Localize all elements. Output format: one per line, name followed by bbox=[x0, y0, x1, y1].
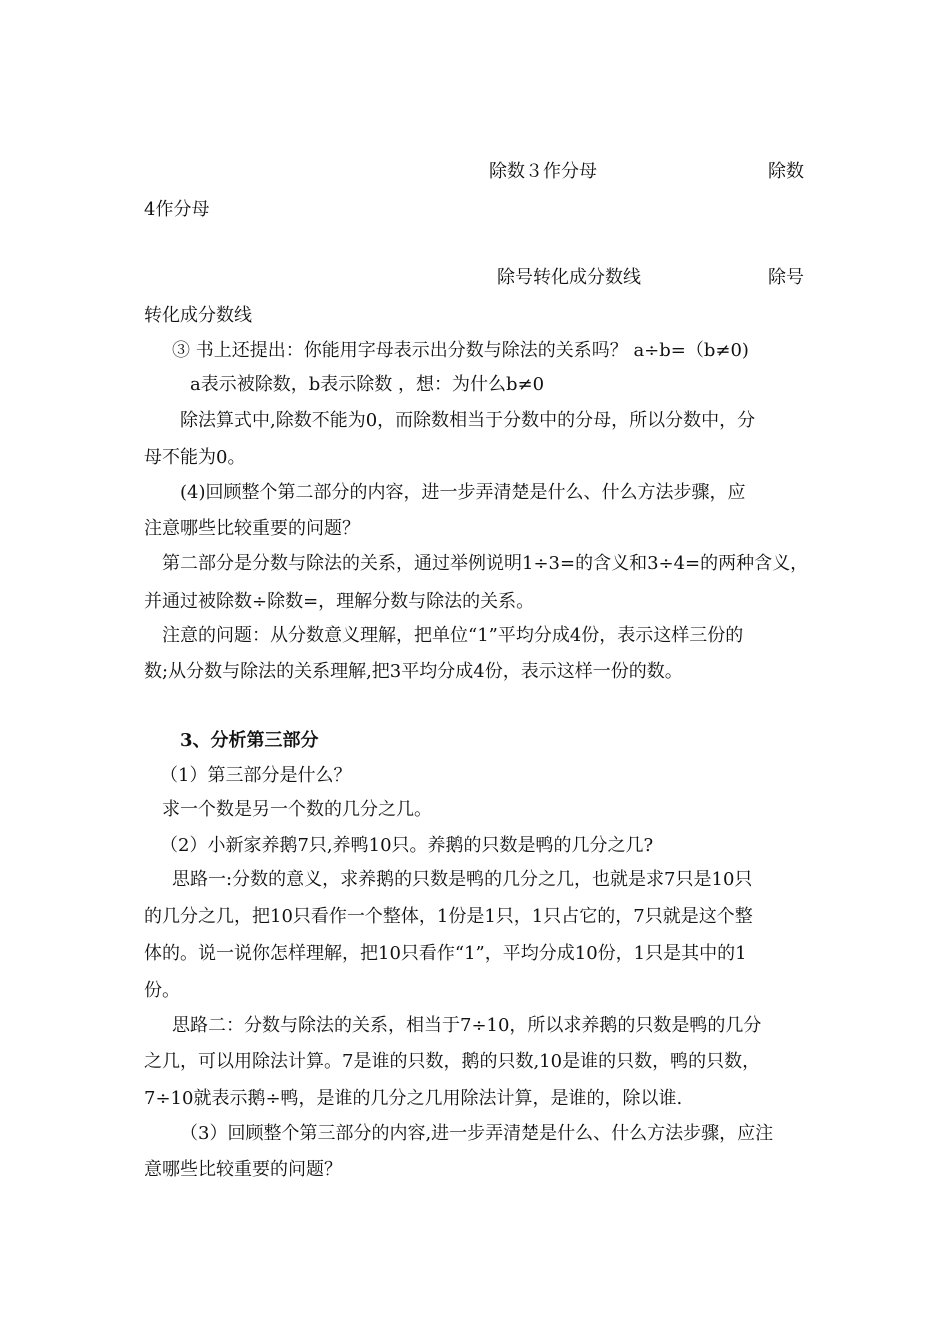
text-line: 转化成分数线 bbox=[144, 305, 252, 326]
text-line: ③ 书上还提出：你能用字母表示出分数与除法的关系吗？ a÷b=（b≠0) bbox=[172, 340, 749, 361]
text-line: 之几，可以用除法计算。7是谁的只数，鹅的只数,10是谁的只数，鸭的只数， bbox=[144, 1051, 761, 1072]
text-line: 份。 bbox=[144, 980, 180, 1001]
text-line: 数;从分数与除法的关系理解,把3平均分成4份，表示这样一份的数。 bbox=[144, 661, 683, 682]
text-line: 除法算式中,除数不能为0，而除数相当于分数中的分母，所以分数中，分 bbox=[180, 410, 756, 431]
text-line: （3）回顾整个第三部分的内容,进一步弄清楚是什么、什么方法步骤，应注 bbox=[180, 1123, 774, 1144]
text-line: 除号转化成分数线 bbox=[497, 267, 641, 288]
text-line: 4作分母 bbox=[144, 199, 210, 220]
text-line: 除号 bbox=[768, 267, 804, 288]
text-line: 母不能为0。 bbox=[144, 447, 246, 468]
text-line: （2）小新家养鹅7只,养鸭10只。养鹅的只数是鸭的几分之几? bbox=[160, 835, 654, 856]
text-line: 求一个数是另一个数的几分之几。 bbox=[162, 799, 432, 820]
text-line: 注意哪些比较重要的问题？ bbox=[144, 518, 360, 539]
text-line: 除数３作分母 bbox=[489, 161, 597, 182]
text-line: (4)回顾整个第二部分的内容，进一步弄清楚是什么、什么方法步骤，应 bbox=[180, 482, 746, 503]
text-line: 7÷10就表示鹅÷鸭，是谁的几分之几用除法计算，是谁的，除以谁. bbox=[144, 1088, 683, 1109]
text-line: 并通过被除数÷除数=，理解分数与除法的关系。 bbox=[144, 591, 535, 612]
section-heading: 3、分析第三部分 bbox=[180, 730, 319, 751]
text-line: 注意的问题：从分数意义理解，把单位“1”平均分成4份，表示这样三份的 bbox=[162, 625, 744, 646]
text-line: 意哪些比较重要的问题？ bbox=[144, 1159, 342, 1180]
text-line: 体的。说一说你怎样理解，把10只看作“1”，平均分成10份，1只是其中的1 bbox=[144, 943, 747, 964]
text-line: 的几分之几，把10只看作一个整体，1份是1只，1只占它的，7只就是这个整 bbox=[144, 906, 753, 927]
text-line: 思路二：分数与除法的关系，相当于7÷10，所以求养鹅的只数是鸭的几分 bbox=[172, 1015, 762, 1036]
text-line: a表示被除数，b表示除数 ，想：为什么b≠0 bbox=[190, 374, 545, 395]
text-line: 思路一:分数的意义，求养鹅的只数是鸭的几分之几，也就是求7只是10只 bbox=[172, 869, 753, 890]
text-line: 第二部分是分数与除法的关系，通过举例说明1÷3=的含义和3÷4=的两种含义， bbox=[162, 553, 809, 574]
text-line: （1）第三部分是什么？ bbox=[160, 765, 352, 786]
text-line: 除数 bbox=[768, 161, 804, 182]
